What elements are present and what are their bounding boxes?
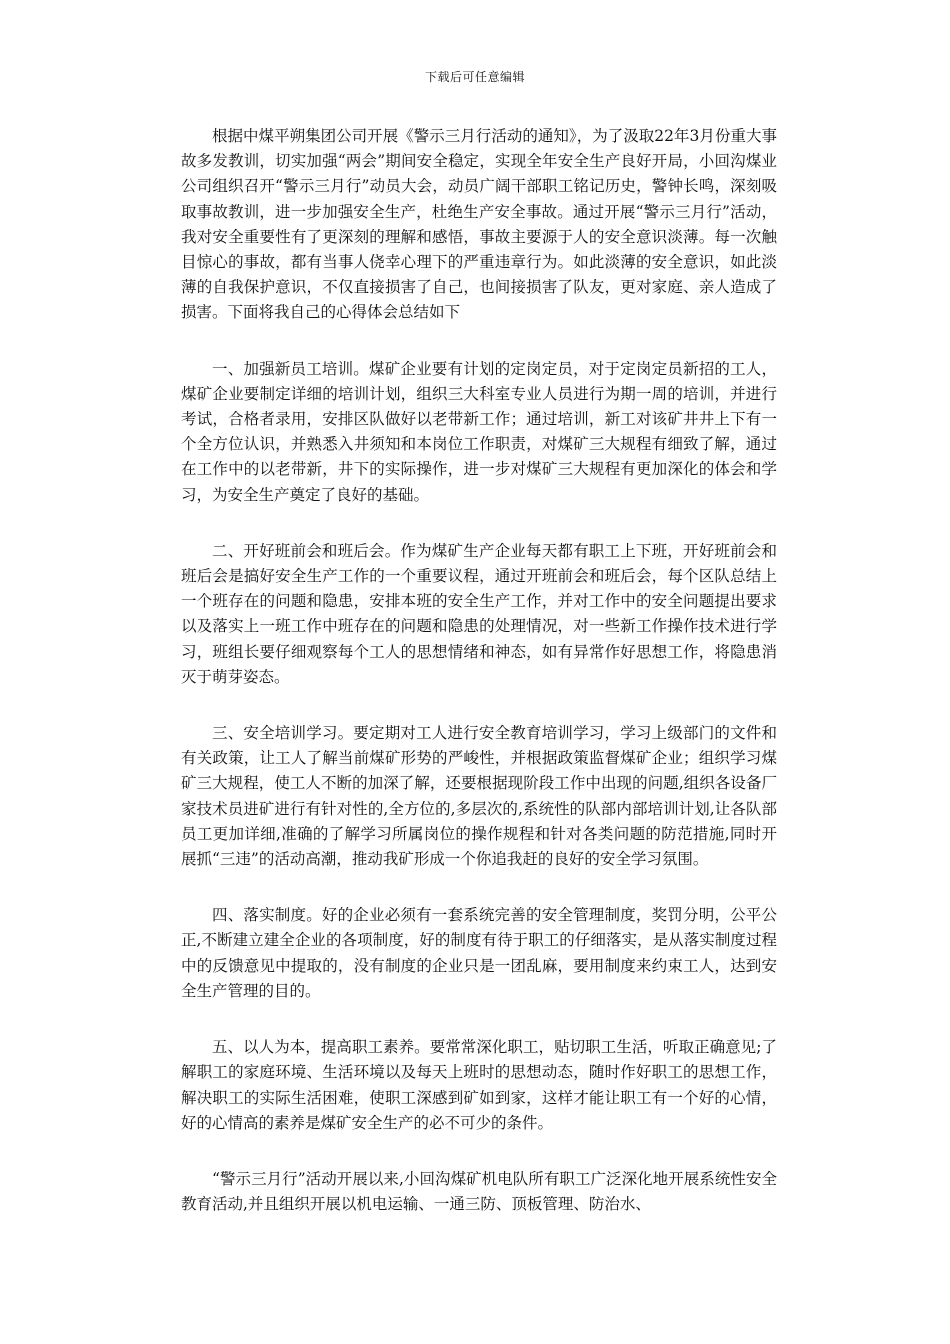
- section-1-paragraph: 一、加强新员工培训。煤矿企业要有计划的定岗定员，对于定岗定员新招的工人，煤矿企业要制定详细的培训计划，组织三大科室专业人员进行为期一周的培训，并进行考试，合格者录用，安排区队做好以老带新工作；通过培训，新工对该矿井井上下有一个全方位认识，并熟悉入井须知和本岗位工作职责，对煤矿三大规程有细致了解，通过在工作中的以老带新，井下的实际操作，进一步对煤矿三大规程有更加深化的体会和学习，为安全生产奠定了良好的基础。: [181, 359, 777, 504]
- section-5-paragraph: 五、以人为本，提高职工素养。要常常深化职工，贴切职工生活，听取正确意见;了解职工的家庭环境、生活环境以及每天上班时的思想动态，随时作好职工的思想工作，解决职工的实际生活困难，使职工深感到矿如到家，这样才能让职工有一个好的心情，好的心情高的素养是煤矿安全生产的必不可少的条件。: [181, 1038, 777, 1132]
- closing-paragraph: “警示三月行”活动开展以来,小回沟煤矿机电队所有职工广泛深化地开展系统性安全教育活动,并且组织开展以机电运输、一通三防、顶板管理、防治水、: [181, 1169, 777, 1214]
- intro-paragraph: 根据中煤平朔集团公司开展《警示三月行活动的通知》，为了汲取22年3月份重大事故多发教训，切实加强“两会”期间安全稳定，实现全年安全生产良好开局，小回沟煤业公司组织召开“警示三月行”动员大会，动员广阔干部职工铭记历史，警钟长鸣，深刻吸取事故教训，进一步加强安全生产，杜绝生产安全事故。通过开展“警示三月行”活动，我对安全重要性有了更深刻的理解和感悟，事故主要源于人的安全意识淡薄。每一次触目惊心的事故，都有当事人侥幸心理下的严重违章行为。如此淡薄的安全意识，如此淡薄的自我保护意识，不仅直接损害了自己，也间接损害了队友，更对家庭、亲人造成了损害。下面将我自己的心得体会总结如下: [181, 127, 777, 322]
- header-note: 下载后可任意编辑: [424, 70, 525, 84]
- document-body: [181, 124, 777, 1248]
- section-4-paragraph: 四、落实制度。好的企业必须有一套系统完善的安全管理制度，奖罚分明，公平公正,不断建立建全企业的各项制度，好的制度有待于职工的仔细落实，是从落实制度过程中的反馈意见中提取的，没有制度的企业只是一团乱麻，要用制度来约束工人，达到安全生产管理的目的。: [181, 906, 777, 1000]
- section-3-paragraph: 三、安全培训学习。要定期对工人进行安全教育培训学习，学习上级部门的文件和有关政策，让工人了解当前煤矿形势的严峻性，并根据政策监督煤矿企业；组织学习煤矿三大规程，使工人不断的加深了解，还要根据现阶段工作中出现的问题,组织各设备厂家技术员进矿进行有针对性的,全方位的,多层次的,系统性的队部内部培训计划,让各队部员工更加详细,准确的了解学习所属岗位的操作规程和针对各类问题的防范措施,同时开展抓“三违”的活动高潮，推动我矿形成一个你追我赶的良好的安全学习氛围。: [181, 724, 777, 869]
- section-2-paragraph: 二、开好班前会和班后会。作为煤矿生产企业每天都有职工上下班，开好班前会和班后会是搞好安全生产工作的一个重要议程，通过开班前会和班后会，每个区队总结上一个班存在的问题和隐患，安排本班的安全生产工作，并对工作中的安全问题提出要求以及落实上一班工作中班存在的问题和隐患的处理情况，对一些新工作操作技术进行学习，班组长要仔细观察每个工人的思想情绪和神态，如有异常作好思想工作，将隐患消灭于萌芽姿态。: [181, 541, 777, 686]
